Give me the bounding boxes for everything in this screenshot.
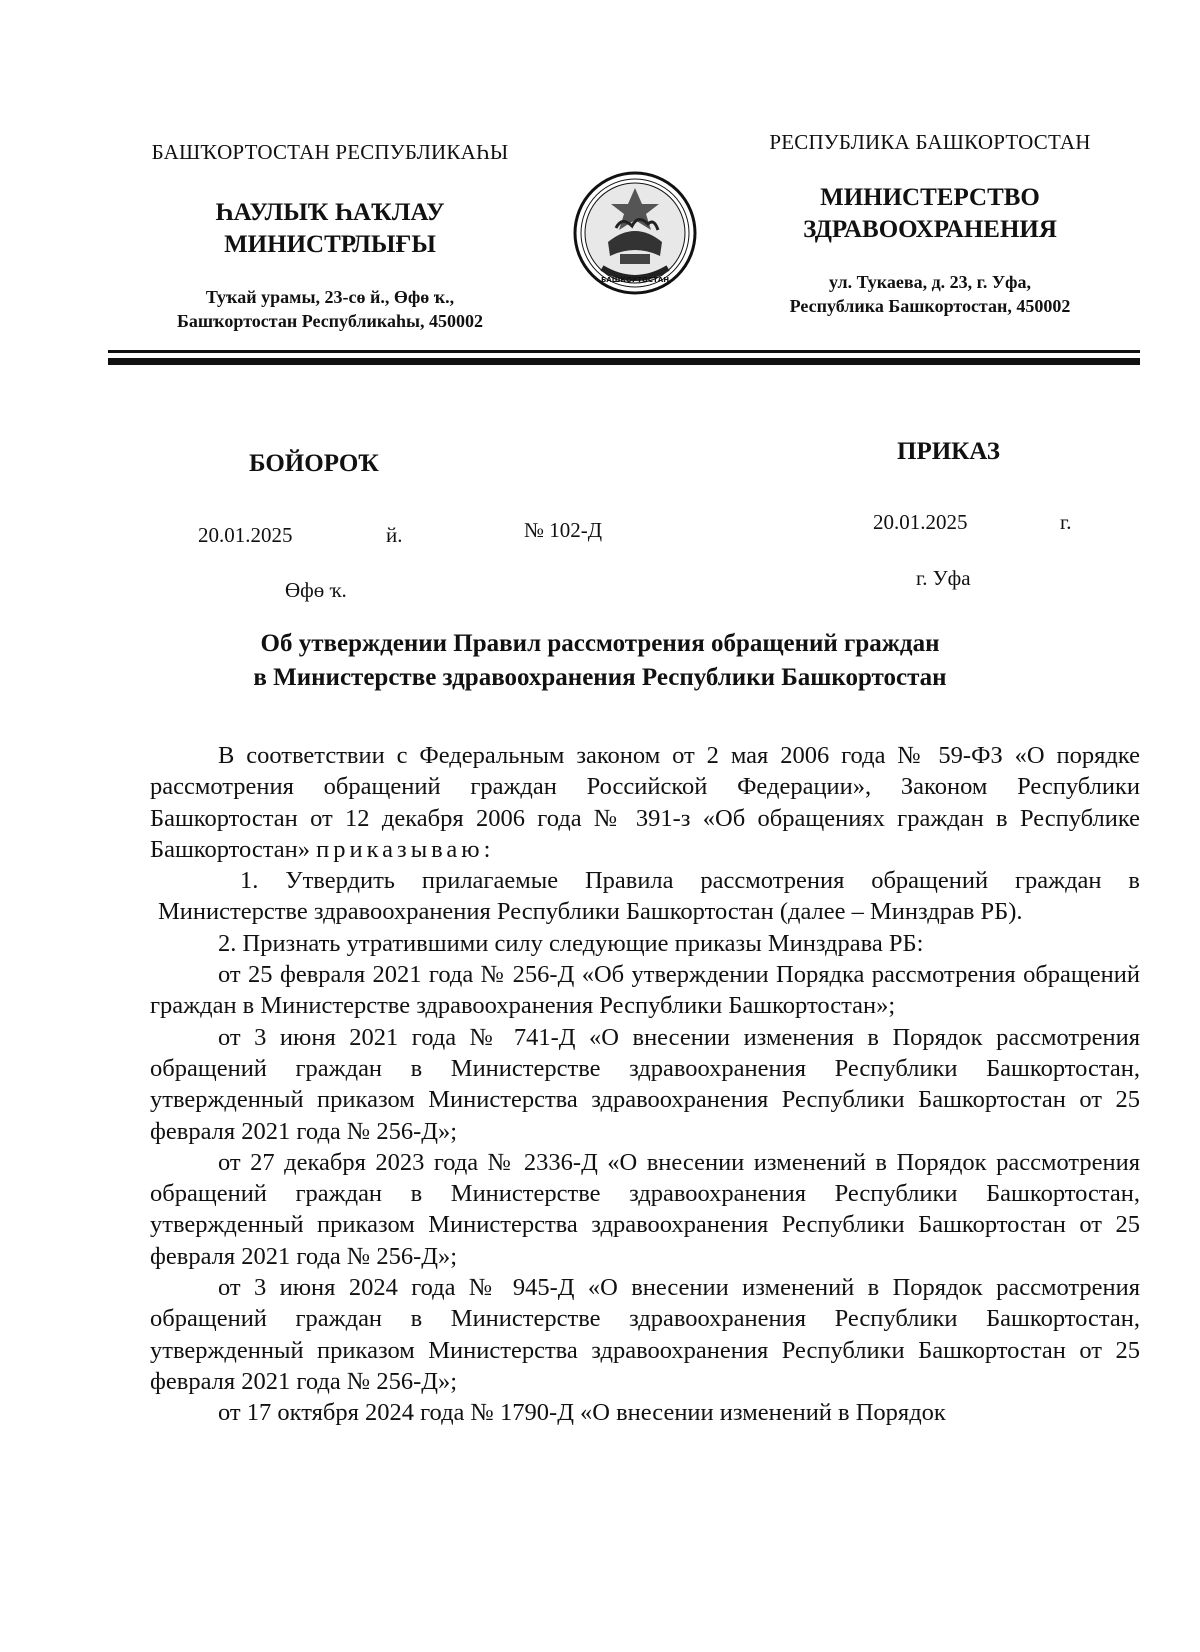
- header-right-ministry-line2: ЗДРАВООХРАНЕНИЯ: [803, 216, 1057, 243]
- header-right-republic: РЕСПУБЛИКА БАШКОРТОСТАН: [769, 130, 1091, 154]
- city-russian: г. Уфа: [916, 566, 971, 590]
- header-left-ministry-line2: МИНИСТРЛЫҒЫ: [224, 231, 436, 258]
- year-suffix-left: й.: [386, 523, 403, 547]
- paragraph-repealed-5: от 17 октября 2024 года № 1790-Д «О внесении изменений в Порядок: [218, 1399, 946, 1427]
- doc-type-bashkir: БОЙОРОҠ: [249, 450, 379, 477]
- date-right: 20.01.2025: [873, 510, 968, 534]
- title-line1: Об утверждении Правил рассмотрения обращений граждан: [260, 630, 940, 657]
- doc-type-russian: ПРИКАЗ: [897, 438, 1000, 465]
- header-rule-thin: [108, 350, 1140, 353]
- document-title: [150, 627, 1050, 695]
- year-suffix-right: г.: [1060, 510, 1072, 534]
- header-right-ministry-line1: МИНИСТЕРСТВО: [820, 184, 1040, 211]
- order-number: № 102-Д: [524, 518, 603, 542]
- header-left-address-line1: Туҡай урамы, 23-сө й., Өфө ҡ.,: [205, 287, 455, 307]
- coat-of-arms-emblem: [572, 170, 698, 308]
- paragraph-repealed-4: от 3 июня 2024 года № 945-Д «О внесении изменений в Порядок рассмотрения обращений граждан в Министерстве здравоохранения Республики Башкортостан, утвержденный приказом Министерства здравоохранения Республики Башкортостан от 25 февраля 2021 года № 256-Д»;: [150, 1274, 1140, 1395]
- date-left: 20.01.2025: [198, 523, 293, 547]
- preamble-order-word: приказываю:: [316, 835, 495, 863]
- header-left-ministry-line1: ҺАУЛЫҠ ҺАҠЛАУ: [215, 199, 445, 226]
- header-right-address-line2: Республика Башкортостан, 450002: [789, 296, 1071, 316]
- emblem-label: БАШКОРТОСТАН: [600, 276, 670, 284]
- paragraph-repealed-2: от 3 июня 2021 года № 741-Д «О внесении изменения в Порядок рассмотрения обращений граждан в Министерстве здравоохранения Республики Башкортостан, утвержденный приказом Министерства здравоохранения Республики Башкортостан от 25 февраля 2021 года № 256-Д»;: [150, 1023, 1140, 1145]
- header-left-republic: БАШҠОРТОСТАН РЕСПУБЛИКАҺЫ: [151, 140, 509, 164]
- header-left-address-line2: Башҡортостан Республикаһы, 450002: [176, 311, 484, 331]
- city-bashkir: Өфө ҡ.: [285, 578, 347, 602]
- header-right-address-line1: ул. Тукаева, д. 23, г. Уфа,: [829, 272, 1031, 292]
- header-rule-thick: [108, 358, 1140, 365]
- document-body: [150, 740, 1140, 1429]
- title-line2: в Министерстве здравоохранения Республики Башкортостан: [253, 664, 947, 691]
- paragraph-item-2: 2. Признать утратившими силу следующие приказы Минздрава РБ:: [218, 929, 924, 957]
- preamble-text: В соответствии с Федеральным законом от 2 мая 2006 года № 59-ФЗ «О порядке рассмотрения обращений граждан Российской Федерации», Законом Республики Башкортостан от 12 декабря 2006 года № 391-з «Об обращениях граждан в Республике Башкортостан»: [150, 742, 1140, 863]
- paragraph-repealed-3: от 27 декабря 2023 года № 2336-Д «О внесении изменений в Порядок рассмотрения обращений граждан в Министерстве здравоохранения Республики Башкортостан, утвержденный приказом Министерства здравоохранения Республики Башкортостан от 25 февраля 2021 года № 256-Д»;: [150, 1148, 1140, 1270]
- paragraph-repealed-1: от 25 февраля 2021 года № 256-Д «Об утверждении Порядка рассмотрения обращений граждан в Министерстве здравоохранения Республики Башкортостан»;: [150, 961, 1140, 1020]
- paragraph-preamble: [150, 740, 1140, 865]
- paragraph-item-1: 1. Утвердить прилагаемые Правила рассмотрения обращений граждан в Министерстве здравоохранения Республики Башкортостан (далее – Минздрав РБ).: [158, 867, 1140, 926]
